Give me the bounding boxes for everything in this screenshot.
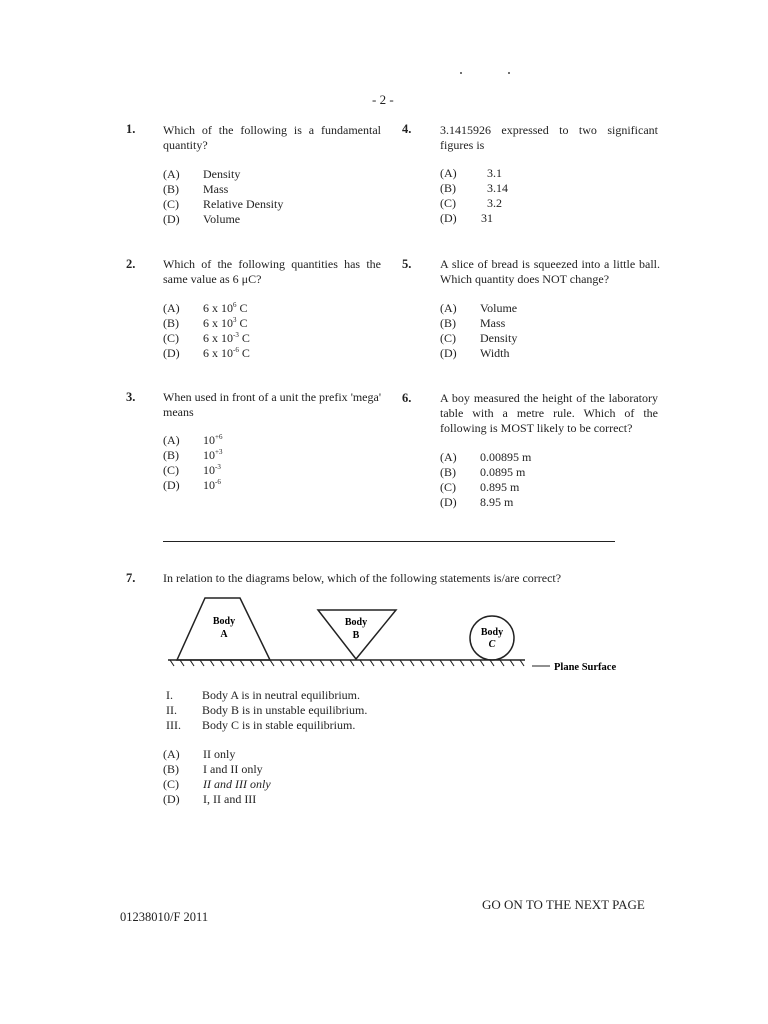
option: (B) Mass	[440, 316, 506, 330]
option: (C) II and III only	[163, 777, 271, 791]
option: (C) Relative Density	[163, 197, 284, 211]
body-c-letter: C	[488, 639, 496, 650]
option: (D) 6 x $10^{-6}$ C	[163, 346, 250, 360]
option: (A) 3.1	[440, 166, 502, 180]
question-text: 3.1415926 expressed to two significant figures is	[440, 123, 658, 152]
option: (C) 3.2	[440, 196, 502, 210]
hatch-mark	[410, 660, 414, 666]
question-text: A slice of bread is squeezed into a little ball. Which quantity does NOT change?	[440, 257, 660, 286]
options-list	[440, 450, 531, 510]
hatch-mark	[360, 660, 364, 666]
body-a-label: Body	[212, 616, 236, 627]
next-page-notice: GO ON TO THE NEXT PAGE	[482, 897, 645, 912]
hatch-mark	[310, 660, 314, 666]
options-list	[440, 301, 517, 361]
question-text: Which of the following quantities has the same value as 6 μC?	[163, 257, 381, 286]
option: (A) 0.00895 m	[440, 450, 532, 464]
hatch-mark	[290, 660, 294, 666]
question-number: 6.	[402, 391, 412, 405]
hatch-mark	[460, 660, 464, 666]
hatch-mark	[260, 660, 264, 666]
page-number: - 2 -	[372, 92, 394, 107]
hatch-mark	[390, 660, 394, 666]
equilibrium-diagram	[160, 590, 630, 680]
question-text: A boy measured the height of the laboratory table with a metre rule. Which of the following is MOST likely to be correct?	[440, 391, 658, 435]
hatch-mark	[440, 660, 444, 666]
option: (A) II only	[163, 747, 236, 761]
question-text: In relation to the diagrams below, which of the following statements is/are correct?	[163, 571, 562, 585]
option: (B) 0.0895 m	[440, 465, 526, 479]
body-c-label: Body	[480, 627, 504, 638]
body-c-circle	[470, 616, 514, 660]
option: (C) Density	[440, 331, 518, 345]
question-text: Which of the following is a fundamental quantity?	[163, 123, 381, 152]
hatch-mark	[270, 660, 274, 666]
statements-list	[166, 688, 367, 733]
option: (C) 6 x $10^{-3}$ C	[163, 331, 250, 345]
hatch-mark	[350, 660, 354, 666]
hatch-mark	[380, 660, 384, 666]
hatch-mark	[340, 660, 344, 666]
hatch-mark	[170, 660, 174, 666]
option: (D) 8.95 m	[440, 495, 514, 509]
hatch-mark	[320, 660, 324, 666]
body-b-label: Body	[344, 617, 368, 628]
hatch-mark	[210, 660, 214, 666]
hatch-mark	[480, 660, 484, 666]
hatch-mark	[430, 660, 434, 666]
option: (B) 6 x $10^3$ C	[163, 316, 248, 330]
options-list	[163, 433, 222, 493]
scan-speck	[460, 72, 462, 74]
options-list	[163, 301, 250, 361]
statement: III. Body C is in stable equilibrium.	[166, 718, 356, 732]
hatch-mark	[470, 660, 474, 666]
option: (D) I, II and III	[163, 792, 257, 806]
plane-surface	[168, 660, 525, 666]
option: (A) Volume	[440, 301, 518, 315]
section-divider	[163, 541, 615, 542]
hatch-mark	[220, 660, 224, 666]
option: (B) I and II only	[163, 762, 263, 776]
hatch-mark	[200, 660, 204, 666]
statement: I. Body A is in neutral equilibrium.	[166, 688, 360, 702]
hatch-mark	[300, 660, 304, 666]
scan-speck	[508, 72, 510, 74]
statement: II. Body B is in unstable equilibrium.	[166, 703, 368, 717]
option: (B) 3.14	[440, 181, 508, 195]
question-number: 1.	[126, 122, 136, 136]
hatch-mark	[510, 660, 514, 666]
option: (D) Volume	[163, 212, 241, 226]
body-b-letter: B	[352, 630, 360, 641]
plane-surface-label: Plane Surface	[554, 662, 617, 673]
option: (B) $10^{+3}$	[163, 448, 223, 462]
options-list	[163, 747, 271, 807]
option: (A) Density	[163, 167, 241, 181]
hatch-mark	[190, 660, 194, 666]
question-number: 5.	[402, 257, 412, 271]
hatch-mark	[250, 660, 254, 666]
question-number: 3.	[126, 390, 136, 404]
hatch-mark	[400, 660, 404, 666]
hatch-mark	[420, 660, 424, 666]
option: (C) $10^{-3}$	[163, 463, 221, 477]
hatch-mark	[330, 660, 334, 666]
hatch-mark	[230, 660, 234, 666]
hatch-mark	[370, 660, 374, 666]
hatch-mark	[520, 660, 524, 666]
hatch-mark	[280, 660, 284, 666]
option: (A) $10^{+6}$	[163, 433, 223, 447]
hatch-mark	[180, 660, 184, 666]
question-number: 4.	[402, 122, 412, 136]
question-text: When used in front of a unit the prefix 'mega' means	[163, 390, 381, 419]
body-a-letter: A	[220, 629, 228, 640]
hatch-mark	[450, 660, 454, 666]
option: (B) Mass	[163, 182, 229, 196]
options-list	[163, 167, 283, 227]
hatch-mark	[500, 660, 504, 666]
question-number: 7.	[126, 571, 136, 585]
option: (D) 31	[440, 211, 493, 225]
question-number: 2.	[126, 257, 136, 271]
options-list	[440, 166, 508, 226]
option: (D) $10^{-6}$	[163, 478, 221, 492]
paper-code: 01238010/F 2011	[120, 910, 209, 924]
option: (D) Width	[440, 346, 510, 360]
option: (C) 0.895 m	[440, 480, 520, 494]
hatch-mark	[490, 660, 494, 666]
hatch-mark	[240, 660, 244, 666]
option: (A) 6 x $10^6$ C	[163, 301, 248, 315]
